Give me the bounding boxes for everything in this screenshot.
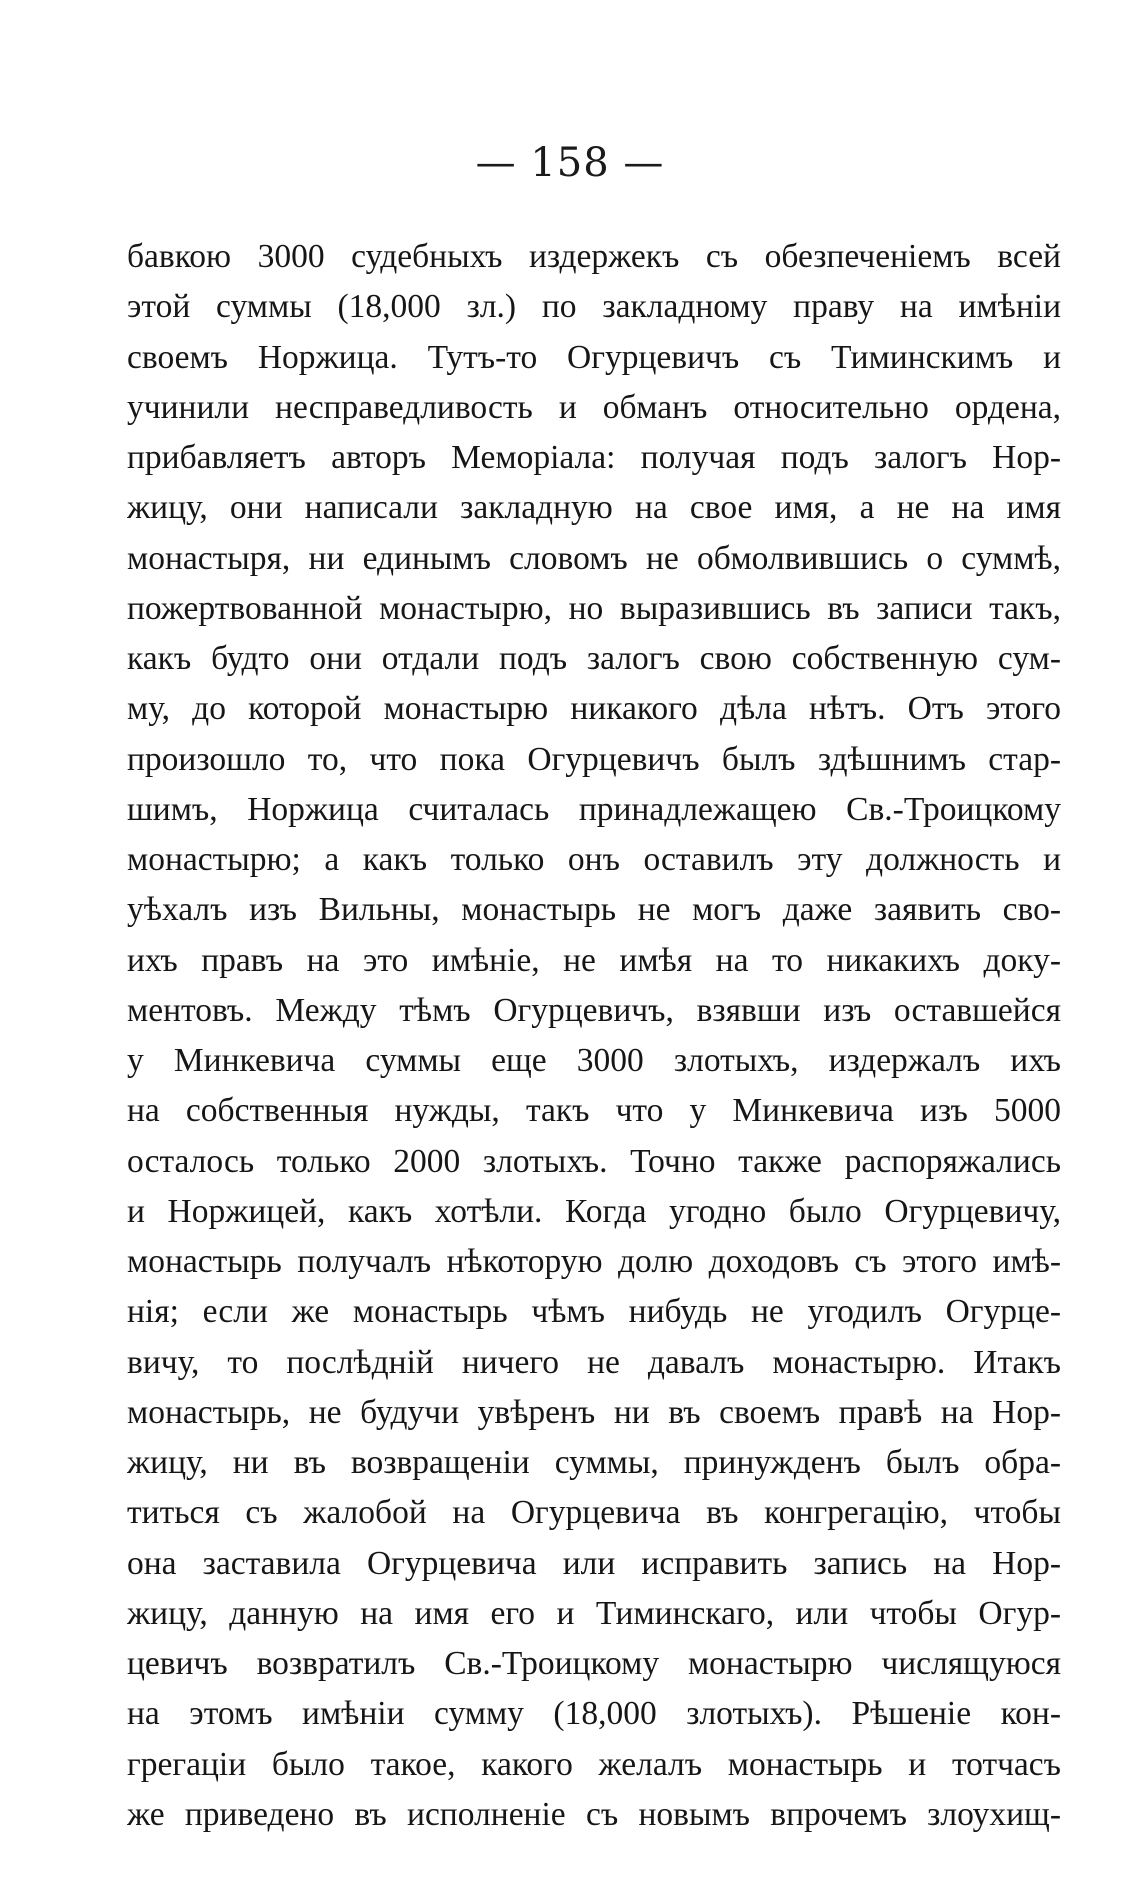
text-line: ментовъ. Между тѣмъ Огурцевичъ, взявши изъ оставшейся [127,991,1061,1029]
text-line: какъ будто они отдали подъ залогъ свою собственную сум- [127,640,1061,677]
text-line: на собственныя нужды, такъ что у Минкевича изъ 5000 [127,1092,1061,1130]
text-line: цевичъ возвратилъ Св.-Троицкому монастырю числящуюся [127,1645,1061,1682]
text-line: у Минкевича суммы еще 3000 злотыхъ, издержалъ ихъ [127,1042,1061,1079]
body-text [127,232,1061,1840]
text-line: монастырю; а какъ только онъ оставилъ эту должность и [127,841,1061,878]
page-number: — 158 — [475,140,665,186]
text-line: му, до которой монастырю никакого дѣла нѣтъ. Отъ этого [127,690,1061,728]
text-line: нія; если же монастырь чѣмъ нибудь не угодилъ Огурце- [127,1293,1061,1331]
text-line: жицу, данную на имя его и Тиминскаго, или чтобы Огур- [127,1594,1061,1632]
text-line: и Норжицей, какъ хотѣли. Когда угодно было Огурцевичу, [127,1192,1061,1230]
text-line: этой суммы (18,000 зл.) по закладному праву на имѣніи [127,288,1061,326]
text-line: вичу, то послѣдній ничего не давалъ монастырю. Итакъ [127,1343,1061,1381]
text-line: грегаціи было такое, какого желалъ монастырь и тотчасъ [127,1745,1061,1783]
text-line: жицу, они написали закладную на свое имя, а не на имя [127,489,1061,527]
text-line: ихъ правъ на это имѣніе, не имѣя на то никакихъ доку- [127,941,1061,979]
text-line: монастырь, не будучи увѣренъ ни въ своемъ правѣ на Нор- [127,1393,1061,1431]
text-line: пожертвованной монастырю, но выразившись въ записи такъ, [127,589,1061,627]
text-line: произошло то, что пока Огурцевичъ былъ здѣшнимъ стар- [127,740,1061,778]
text-line: своемъ Норжица. Тутъ-то Огурцевичъ съ Тиминскимъ и [127,338,1061,376]
text-line: осталось только 2000 злотыхъ. Точно также распоряжались [127,1142,1061,1180]
text-line: же приведено въ исполненіе съ новымъ впрочемъ злоухищ- [127,1795,1061,1833]
text-line: монастыря, ни единымъ словомъ не обмолвившись о суммѣ, [127,539,1061,577]
text-line: титься съ жалобой на Огурцевича въ конгрегацію, чтобы [127,1494,1061,1532]
text-line: жицу, ни въ возвращеніи суммы, принужденъ былъ обра- [127,1444,1061,1481]
text-line: уѣхалъ изъ Вильны, монастырь не могъ даже заявить сво- [127,891,1061,929]
text-line: она заставила Огурцевича или исправить запись на Нор- [127,1544,1061,1582]
text-line: учинили несправедливость и обманъ относительно ордена, [127,388,1061,426]
text-line: монастырь получалъ нѣкоторую долю доходовъ съ этого имѣ- [127,1243,1061,1280]
text-line: прибавляетъ авторъ Меморіала: получая подъ залогъ Нор- [127,439,1061,476]
text-line: на этомъ имѣніи сумму (18,000 злотыхъ). Рѣшеніе кон- [127,1695,1061,1733]
text-line: шимъ, Норжица считалась принадлежащею Св.-Троицкому [127,790,1061,828]
text-line: бавкою 3000 судебныхъ издержекъ съ обезпеченіемъ всей [127,238,1061,275]
